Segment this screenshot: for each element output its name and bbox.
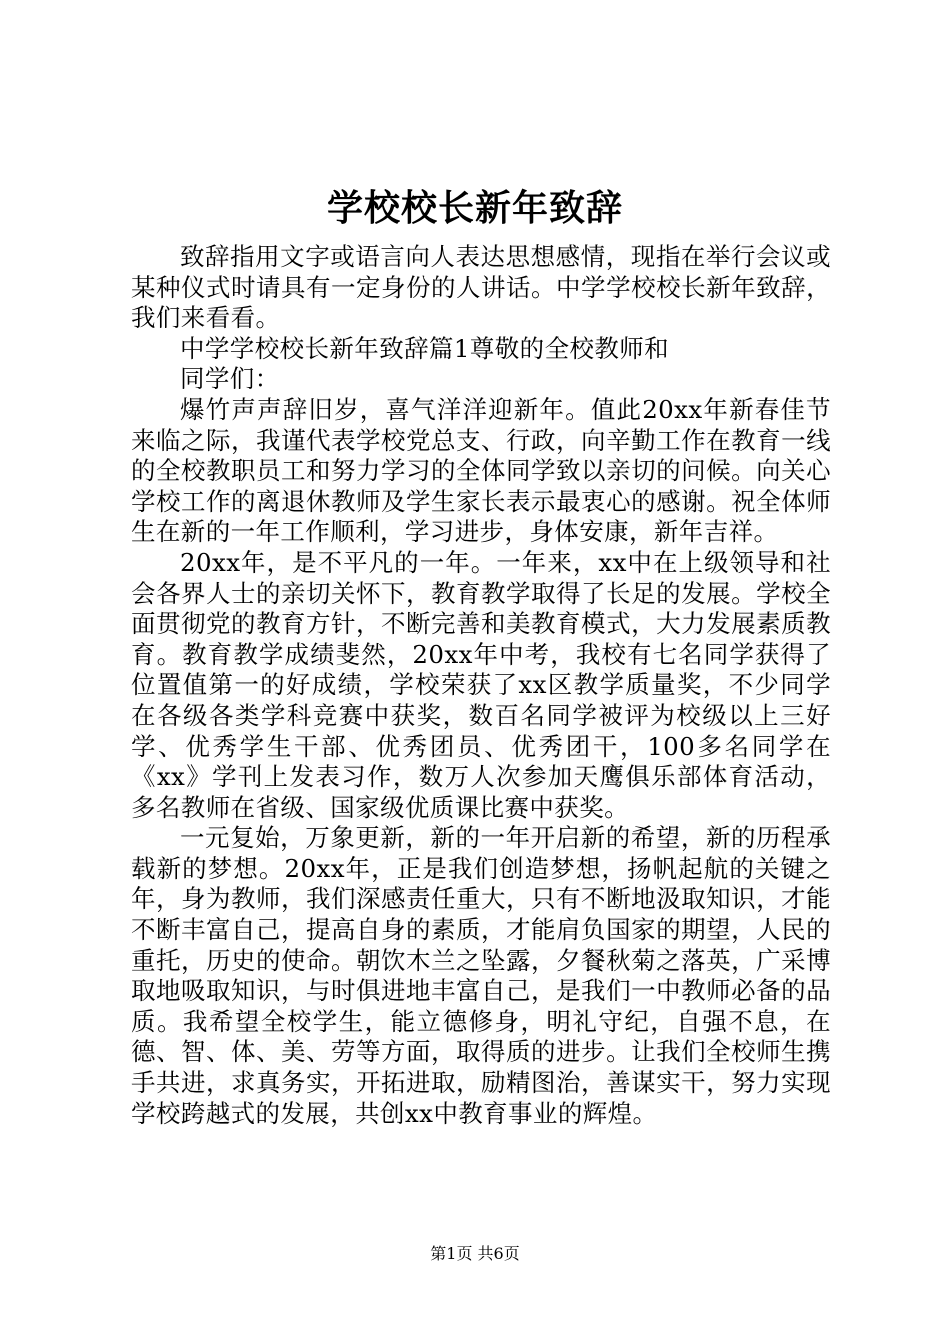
speech-heading-line: 中学学校校长新年致辞篇1尊敬的全校教师和 <box>180 333 670 363</box>
document-title: 学校校长新年致辞 <box>326 187 623 229</box>
achievements-paragraph: 20xx年，是不平凡的一年。一年来，xx中在上级领导和社会各界人士的亲切关怀下，教育教学取得了长足的发展。学校全面贯彻党的教育方针，不断完善和美教育模式，大力发展素质教育。教育教学成绩斐然，20xx年中考，我校有七名同学获得了位置值第一的好成绩，学校荣获了xx区教学质量奖，不少同学在各级各类学科竞赛中获奖，数百名同学被评为校级以上三好学、优秀学生干部、优秀团员、优秀团干，100多名同学在《xx》学刊上发表习作，数万人次参加天鹰俱乐部体育活动，多名教师在省级、国家级优质课比赛中获奖。 <box>131 547 831 822</box>
page-number-footer: 第1页 共6页 <box>430 1244 520 1263</box>
outlook-paragraph: 一元复始，万象更新，新的一年开启新的希望，新的历程承载新的梦想。20xx年，正是我们创造梦想，扬帆起航的关键之年，身为教师，我们深感责任重大，只有不断地汲取知识，才能不断丰富自己，提高自身的素质，才能肩负国家的期望，人民的重托，历史的使命。朝饮木兰之坠露，夕餐秋菊之落英，广采博取地吸取知识，与时俱进地丰富自己，是我们一中教师必备的品质。我希望全校学生，能立德修身，明礼守纪，自强不息，在德、智、体、美、劳等方面，取得质的进步。让我们全校师生携手共进，求真务实，开拓进取，励精图治，善谋实干，努力实现学校跨越式的发展，共创xx中教育事业的辉煌。 <box>131 823 831 1128</box>
salutation-line: 同学们： <box>180 364 280 394</box>
document-body <box>131 242 831 1129</box>
greeting-paragraph: 爆竹声声辞旧岁，喜气洋洋迎新年。值此20xx年新春佳节来临之际，我谨代表学校党总支、行政，向辛勤工作在教育一线的全校教职员工和努力学习的全体同学致以亲切的问候。向关心学校工作的离退休教师及学生家长表示最衷心的感谢。祝全体师生在新的一年工作顺利，学习进步，身体安康，新年吉祥。 <box>131 394 831 547</box>
intro-paragraph: 致辞指用文字或语言向人表达思想感情，现指在举行会议或某种仪式时请具有一定身份的人讲话。中学学校校长新年致辞，我们来看看。 <box>131 242 831 333</box>
